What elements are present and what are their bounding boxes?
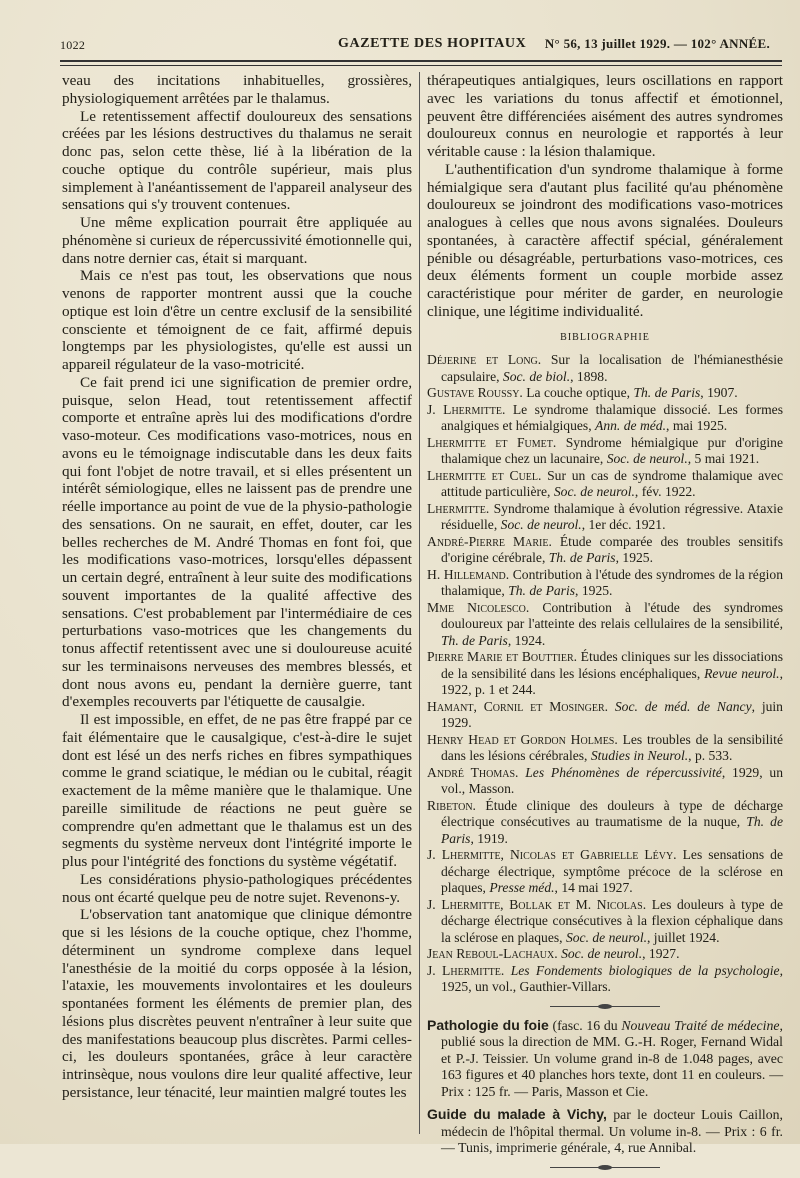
- bibliography-details: , 14 mai 1927.: [554, 880, 633, 896]
- bibliography-source: Soc. de neurol.: [500, 517, 582, 533]
- bibliography-details: , juin 1929.: [441, 698, 783, 731]
- paragraph: Les considérations physio-pathologiques précédentes nous ont écarté quelque peu de notre sujet. Revenons-y.: [62, 870, 412, 906]
- bibliography-title: Sur la localisation de l'hémianesthésie capsulaire,: [441, 352, 784, 384]
- bibliography-title: Contribution à l'étude des syndromes douloureux par l'atteinte des relais cellulaires de la sensibilité,: [441, 599, 783, 632]
- bibliography-entry: [427, 732, 783, 765]
- issue-info: N° 56, 13 juillet 1929. — 102° ANNÉE.: [544, 36, 770, 51]
- bibliography-authors: Mme Nicolesco.: [427, 599, 530, 615]
- page-number: 1022: [60, 38, 86, 52]
- bibliography-authors: J. Lhermitte, Bollak et M. Nicolas.: [427, 896, 647, 912]
- bibliography-entry: [427, 385, 783, 402]
- bibliography-source: Les Fondements biologiques de la psychologie: [510, 962, 780, 978]
- right-column: [427, 72, 783, 1178]
- bibliography-entry: [427, 402, 783, 435]
- bibliography-source: Th. de Paris: [508, 583, 576, 599]
- bibliography-source: Soc. de neurol.: [565, 929, 647, 945]
- bibliography-entry: [427, 468, 783, 501]
- bibliography-authors: Lhermitte et Cuel.: [427, 467, 542, 483]
- bibliography-entry: [427, 649, 783, 699]
- bibliography-entry: [427, 600, 783, 650]
- bibliography-title: Les sensations de décharge électrique, symptôme précoce de la sclérose en plaques,: [441, 847, 783, 896]
- bibliography-authors: Gustave Roussy.: [427, 385, 523, 401]
- bibliography-entry: [427, 897, 783, 947]
- book-notice-text: par le docteur Louis Caillon, médecin de l'hôpital thermal. Un volume in-8. — Prix : 6 fr. — Tunis, imprimerie générale, 4, rue Annibal.: [441, 1107, 783, 1156]
- bibliography-entry: [427, 963, 783, 996]
- bibliography-authors: Henry Head et Gordon Holmes.: [427, 731, 618, 747]
- page-header: [60, 36, 770, 56]
- bibliography-entry: [427, 798, 783, 848]
- bibliography-authors: Lhermitte et Fumet.: [427, 434, 557, 450]
- bibliography-details: , 1925.: [575, 583, 613, 599]
- book-notice-title: Pathologie du foie: [427, 1016, 549, 1033]
- bibliography-source: Th. de Paris: [441, 632, 508, 648]
- bibliography-source: Th. de Paris: [548, 550, 616, 566]
- bibliography-details: , juillet 1924.: [647, 929, 720, 945]
- bibliography-details: , fév. 1922.: [634, 484, 696, 500]
- bibliography-authors: Pierre Marie et Bouttier.: [427, 649, 578, 665]
- bibliography-details: , 1919.: [470, 830, 508, 846]
- bibliography-entry: [427, 567, 783, 600]
- bibliography-entry: [427, 501, 783, 534]
- bibliography-details: , 1898.: [570, 368, 608, 384]
- bibliography-entry: [427, 534, 783, 567]
- paragraph: Le retentissement affectif douloureux des sensations créées par les lésions destructives du thalamus ne serait donc pas, selon cette thèse, lié à la libération de la couche optique du contrôle supérieur, mais plus simplement à l'anéantissement de l'appareil analyseur des sensations qui s'y trouvent contenues.: [62, 107, 412, 214]
- bibliography-heading: BIBLIOGRAPHIE: [560, 331, 650, 343]
- bibliography-authors: J. Lhermitte.: [427, 401, 506, 417]
- bibliography-source: Les Phénomènes de répercussivité: [525, 764, 722, 780]
- bibliography-title: La couche optique,: [522, 385, 634, 401]
- bibliography-entry: [427, 847, 783, 897]
- book-notice-text: (fasc. 16 du: [548, 1017, 622, 1033]
- paragraph: L'authentification d'un syndrome thalamique à forme hémialgique sera d'autant plus facilité qu'au phénomène douloureux se joindront des modifications vaso-motrices analogues à celles que nous avons signalées. Douleurs spontanées, à caractère affectif spécial, généralement pénible ou désagréable, perturbations vaso-motrices, ces deux éléments forment un couple morbide assez caractéristique pour mériter de garder, en neurologie clinique, une légitime individualité.: [427, 160, 783, 320]
- bibliography-source: Presse méd.: [489, 880, 555, 896]
- bibliography-source: Th. de Paris: [441, 814, 784, 846]
- bibliography-authors: Lhermitte.: [427, 500, 490, 516]
- bibliography-details: , 1er déc. 1921.: [581, 517, 666, 533]
- bibliography-entry: [427, 946, 783, 963]
- bibliography-source: Soc. de méd. de Nancy: [614, 698, 752, 714]
- paragraph: Il est impossible, en effet, de ne pas être frappé par ce fait élémentaire que le causalgique, c'est-à-dire le sujet dont est lésé un des nerfs riches en fibres sympathiques comme le grand sciatique, le médian ou le cubital, réagit exactement de la même manière que le thalamique. Une pareille similitude de réactions ne peut guère se comprendre qu'en admettant que le thalamus est un des segments du système nerveux dont l'intégrité importe le plus pour l'intégrité des fonctions du système végétatif.: [62, 711, 412, 870]
- separator-ornament: [550, 1167, 660, 1168]
- bibliography-details: , p. 533.: [688, 748, 733, 764]
- bibliography-title: Sur un cas de syndrome thalamique avec attitude particulière,: [441, 467, 783, 500]
- bibliography-entry: [427, 352, 783, 385]
- bibliography-details: , 1927.: [642, 946, 680, 962]
- paragraph: Mais ce n'est pas tout, les observations que nous venons de rapporter montrent aussi que la couche optique est loin d'être un centre exclusif de la sensibilité consciente et témoignent de ce fait, affirmé depuis longtemps par les physiologistes, qu'elle est aussi un appareil régulateur de la vaso-motricité.: [62, 267, 412, 373]
- bibliography-authors: Ribeton.: [427, 797, 476, 813]
- bibliography-title: Les troubles de la sensibilité dans les lésions cérébrales,: [441, 731, 783, 764]
- paragraph: thérapeutiques antialgiques, leurs oscillations en rapport avec les variations du tonus affectif et émotionnel, peuvent être différenciées aisément des autres syndromes douloureux connus en neurologie et rapportés à leur véritable cause : la lésion thalamique.: [427, 72, 783, 160]
- journal-title: GAZETTE DES HOPITAUX: [338, 36, 527, 51]
- bibliography-source: Soc. de biol.: [502, 368, 571, 384]
- bibliography-authors: André-Pierre Marie.: [427, 533, 552, 549]
- bibliography-source: Studies in Neurol.: [590, 748, 689, 764]
- bibliography-authors: Hamant, Cornil et Mosinger.: [427, 698, 609, 714]
- bibliography-entry: [427, 765, 783, 798]
- bibliography-title: Les douleurs à type de décharge électrique consécutives à la flexion céphalique dans la sclérose en plaques,: [441, 896, 783, 945]
- paragraph: Ce fait prend ici une signification de premier ordre, puisque, selon Head, tout retentissement affectif comporte et entraîne après lui des modifications d'ordre vaso-moteur. Ces modifications vaso-motrices, nous en avons eu le témoignage indiscutable dans les deux faits qui font l'objet de notre travail, et si elles présentent un intérêt sémiologique, elles ne laissent pas de prendre une réelle importance au point de vue de la physio-pathologie des sensations. On ne saurait, en effet, douter, car les belles recherches de M. André Thomas en font foi, que les modifications vaso-motrices, lorsqu'elles dépassent un certain degré, entraînent à leur suite des modifications souvent importantes de la qualité affective des sensations. C'est probablement par l'intermédiaire de ces perturbations vaso-motrices que les changements du tonus affectif retentissent avec une si douloureuse acuité sur les terminaisons nerveuses des membres blessés, et dont nous avons eu, pendant la dernière guerre, tant d'exemples recouverts par l'étiquette de causalgie.: [62, 373, 412, 711]
- bibliography-source: Soc. de neurol.: [553, 484, 635, 500]
- bibliography-title: Le syndrome thalamique dissocié. Les formes analgiques et hémialgiques,: [441, 401, 783, 434]
- bibliography-details: , 1925.: [615, 550, 653, 566]
- bibliography-details: , 1907.: [700, 385, 738, 401]
- bibliography-source: Soc. de neurol.: [561, 946, 643, 962]
- bibliography-title: Contribution à l'étude des syndromes de la région thalamique,: [441, 566, 784, 599]
- bibliography-entry: [427, 435, 783, 468]
- bibliography-details: , 1924.: [507, 632, 546, 648]
- column-divider: [419, 72, 420, 1134]
- header-rule-thin: [60, 65, 782, 66]
- left-column: [62, 72, 412, 1102]
- book-notice: [427, 1106, 783, 1157]
- paragraph: veau des incitations inhabituelles, grossières, physiologiquement arrêtées par le thalamus.: [62, 72, 412, 107]
- bibliography-title: Syndrome hémialgique pur d'origine thalamique chez un lacunaire,: [441, 434, 784, 467]
- bibliography-title: Études cliniques sur les dissociations de la sensibilité dans les lésions encéphaliques,: [441, 649, 783, 681]
- bibliography-source: Ann. de méd.: [595, 418, 667, 434]
- bibliography-source: Th. de Paris: [633, 385, 701, 401]
- bibliography-authors: André Thomas.: [427, 764, 519, 780]
- separator-ornament: [550, 1006, 660, 1007]
- bibliography-authors: J. Lhermitte, Nicolas et Gabrielle Lévy.: [427, 847, 677, 863]
- bibliography-source: Soc. de neurol.: [606, 451, 688, 467]
- bibliography-details: , 1922, p. 1 et 244.: [441, 665, 783, 698]
- bibliography-entry: [427, 699, 783, 732]
- bibliography-details: , 1929, un vol., Masson.: [441, 764, 783, 797]
- book-notices: [427, 1017, 783, 1157]
- bibliography-authors: H. Hillemand.: [427, 566, 510, 582]
- book-notice-details: , publié sous la direction de MM. G.-H. Roger, Fernand Widal et P.-J. Teissier. Un volume grand in-8 de 1.048 pages, avec 163 figures et 40 planches hors texte, dont 11 en couleurs. — Prix : 125 fr. — Paris, Masson et Cie.: [441, 1017, 783, 1099]
- header-rule: [60, 60, 782, 62]
- bibliography-authors: Déjerine et Long.: [427, 352, 542, 368]
- bibliography-list: [427, 352, 783, 996]
- bibliography-details: , mai 1925.: [666, 418, 728, 434]
- bibliography-details: , 1925, un vol., Gauthier-Villars.: [441, 962, 784, 995]
- bibliography-title: Étude comparée des troubles sensitifs d'origine cérébrale,: [441, 533, 783, 566]
- bibliography-details: , 5 mai 1921.: [687, 451, 760, 467]
- book-notice: [427, 1017, 783, 1101]
- book-notice-series: Nouveau Traité de médecine: [621, 1017, 780, 1033]
- bibliography-title: [608, 699, 615, 714]
- paragraph: Une même explication pourrait être appliquée au phénomène si curieux de répercussivité émotionnelle qui, dans notre dernier cas, était si marquant.: [62, 214, 412, 267]
- book-notice-title: Guide du malade à Vichy,: [427, 1106, 607, 1123]
- bibliography-title: Syndrome thalamique à évolution régressive. Ataxie résiduelle,: [441, 500, 783, 533]
- bibliography-source: Revue neurol.: [704, 665, 780, 681]
- paragraph: L'observation tant anatomique que clinique démontre que si les lésions de la couche optique, chez l'homme, déterminent un syndrome complexe dans lequel l'anesthésie de la moitié du corps opposée à la lésion, l'ataxie, les mouvements involontaires et les douleurs spontanées forment les éléments de premier plan, des lésions plus discrètes peuvent n'entraîner à leur suite que des manifestations beaucoup plus discrètes. Parmi celles-ci, les douleurs spontanées, grâce à leur caractère intrinsèque, nous voulons dire leur qualité affective, leur persistance, leur ténacité, leur maintien malgré toutes les: [62, 906, 412, 1101]
- bibliography-title: Étude clinique des douleurs à type de décharge électrique consécutives au traumatisme de la nuque,: [441, 797, 783, 830]
- bibliography-authors: Jean Reboul-Lachaux.: [427, 946, 558, 962]
- bibliography-authors: J. Lhermitte.: [427, 962, 505, 978]
